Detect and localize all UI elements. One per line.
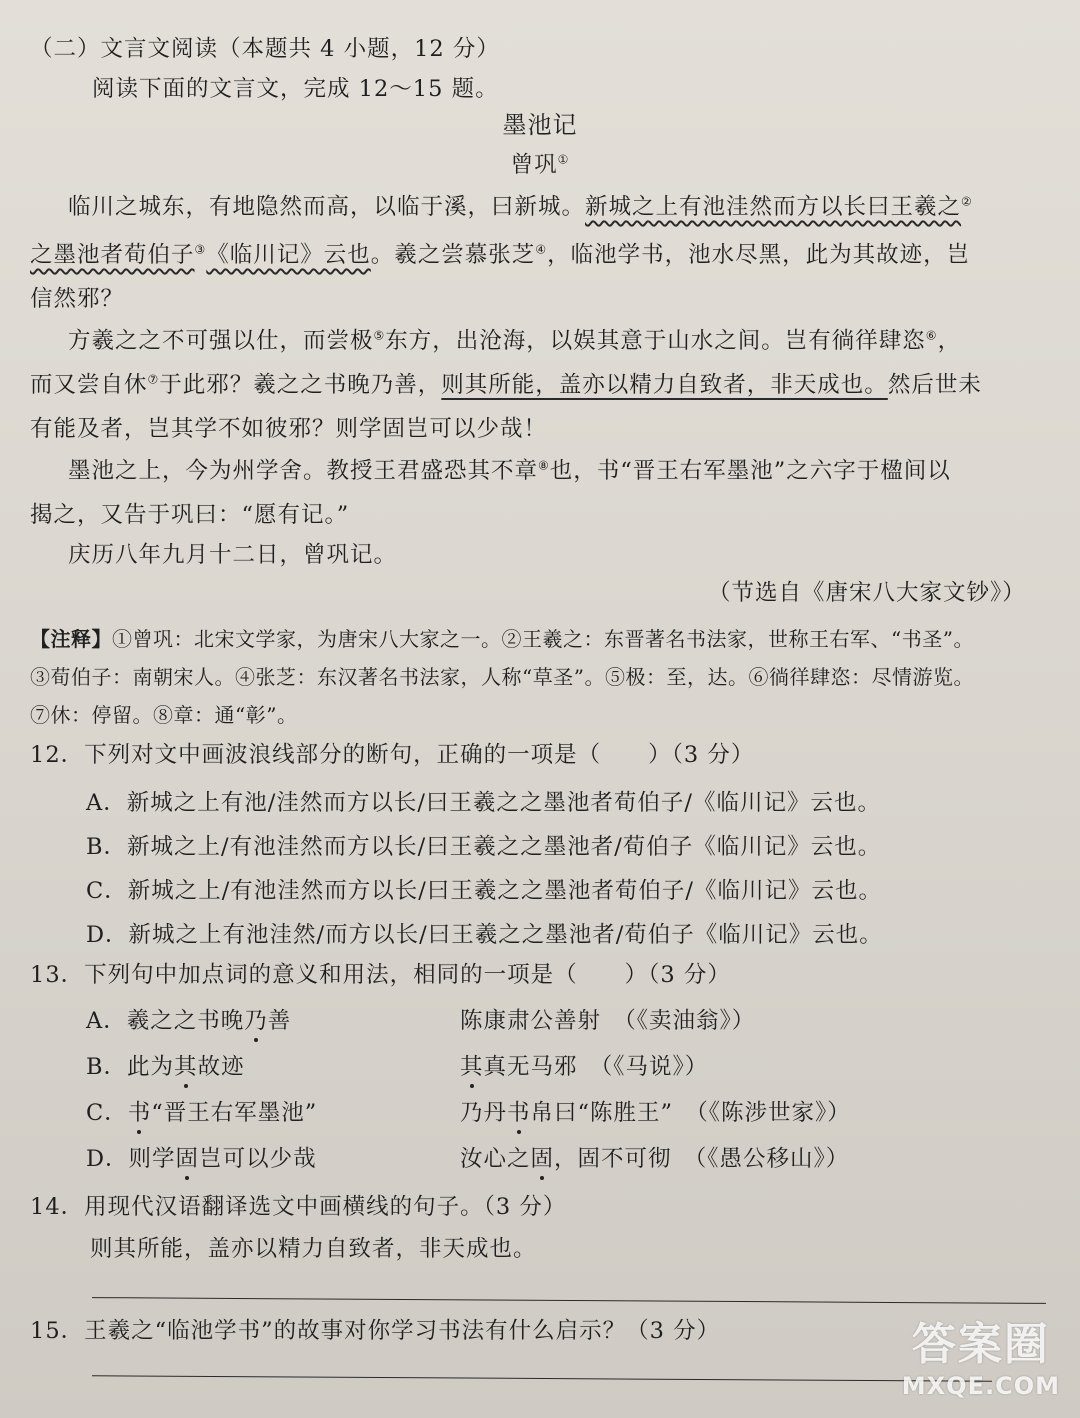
q15-stem: 15．王羲之“临池学书”的故事对你学习书法有什么启示？（3 分） — [30, 1318, 721, 1344]
p1-l1-text: 临川之城东，有地隐然而高，以临于溪，曰新城。 — [68, 194, 586, 220]
note-mark-1: ① — [557, 152, 570, 167]
p3-line2: 揭之，又告于巩曰：“愿有记。” — [30, 502, 350, 528]
q13-option-c-right — [460, 1098, 851, 1128]
q13-option-b-right — [460, 1052, 708, 1082]
p3-line1 — [68, 456, 951, 486]
q13-b-right-dotted-word: 其 — [460, 1054, 484, 1080]
p1-l2-text: 。羲之尝慕张芝 — [370, 242, 536, 268]
p2-l1-text: 方羲之之不可强以仕，而尝极 — [68, 328, 374, 354]
note-mark-4: ④ — [535, 242, 548, 257]
q13-a-dotted-word: 乃 — [244, 1008, 268, 1034]
q12-option-c: C．新城之上/有池洼然而方以长/曰王羲之之墨池者荀伯子/《临川记》云也。 — [86, 878, 882, 904]
q13-d-dotted-word: 固 — [175, 1146, 200, 1172]
q13-option-d-right — [460, 1144, 849, 1174]
watermark-url: MXQE.COM — [901, 1372, 1060, 1400]
section-heading: （二）文言文阅读（本题共 4 小题，12 分） — [30, 36, 500, 62]
notes-line3: ⑦休：停留。⑧章：通“彰”。 — [30, 703, 298, 727]
passage-title: 墨池记 — [502, 111, 578, 139]
q13-c-left-text: C． — [86, 1100, 128, 1126]
q13-b-left-text-2: 故迹 — [197, 1054, 245, 1080]
wavy-underlined-text-2: 之墨池者荀伯子 — [30, 242, 195, 268]
notes-line2: ③荀伯子：南朝宋人。④张芝：东汉著名书法家，人称“草圣”。⑤极：至，达。⑥徜徉肆恣：尽情游览。 — [30, 665, 974, 689]
q13-a-left-text-2: 善 — [267, 1008, 292, 1034]
q13-option-a-right — [460, 1006, 755, 1036]
passage-author — [0, 150, 1080, 180]
note-mark-8: ⑧ — [538, 458, 550, 473]
q12-option-d: D．新城之上有池洼然/而方以长/曰王羲之之墨池者/荀伯子《临川记》云也。 — [86, 922, 883, 948]
p2-l1-text-3: ， — [937, 328, 962, 354]
q13-d-right-text-2: ，固不可彻 （《愚公移山》） — [554, 1146, 850, 1172]
q13-d-right-dotted-word: 固 — [530, 1146, 555, 1172]
q14-stem: 14．用现代汉语翻译选文中画横线的句子。（3 分） — [30, 1194, 567, 1220]
q13-b-left-text: B．此为 — [86, 1054, 175, 1080]
p4-line: 庆历八年九月十二日，曾巩记。 — [68, 542, 398, 568]
q15-answer-line[interactable] — [92, 1375, 992, 1381]
p2-line2 — [30, 370, 982, 400]
q13-c-right-dotted-word: 书 — [507, 1100, 531, 1126]
q13-option-b-left — [86, 1052, 245, 1082]
q14-sentence: 则其所能，盖亦以精力自致者，非天成也。 — [90, 1236, 537, 1262]
passage-source: （节选自《唐宋八大家文钞》） — [708, 580, 1026, 606]
p1-line3: 信然邪？ — [30, 286, 125, 312]
p2-line1 — [68, 326, 961, 356]
q12-option-a: A．新城之上有池/洼然而方以长/曰王羲之之墨池者荀伯子/《临川记》云也。 — [86, 790, 881, 816]
note-mark-3: ③ — [194, 242, 207, 257]
p2-l2-text: 而又尝自休 — [30, 372, 148, 398]
notes-text-1: ①曾巩：北宋文学家，为唐宋八大家之一。②王羲之：东晋著名书法家，世称王右军、“书圣”。 — [112, 627, 974, 651]
p2-l2-text-2: 于此邪？羲之之书晚乃善， — [159, 372, 442, 398]
q13-option-d-left — [86, 1144, 317, 1174]
wavy-underlined-text-3: 《临川记》云也 — [206, 242, 371, 268]
q13-d-right-text: 汝心之 — [460, 1146, 531, 1172]
q12-option-b: B．新城之上/有池洼然而方以长/曰王羲之之墨池者/荀伯子《临川记》云也。 — [86, 834, 882, 860]
notes-label: 【注释】 — [30, 627, 112, 651]
watermark-logo — [902, 1308, 1060, 1400]
underlined-sentence: 则其所能，盖亦以精力自致者，非天成也。 — [441, 372, 888, 398]
q13-b-dotted-word: 其 — [174, 1054, 198, 1080]
note-mark-6: ⑥ — [925, 328, 938, 343]
note-mark-2: ② — [961, 194, 973, 209]
q13-d-left-text: D．则学 — [86, 1146, 176, 1172]
section-instruction: 阅读下面的文言文，完成 12～15 题。 — [92, 76, 499, 102]
q13-c-right-text: 乃丹 — [460, 1100, 508, 1126]
p2-l2-text-3: 然后世未 — [887, 372, 982, 398]
p1-l2-text-2: ，临池学书，池水尽黑，此为其故迹，岂 — [547, 242, 971, 268]
watermark-text: 答案圈 — [911, 1319, 1050, 1370]
q13-c-right-text-2: 帛曰“陈胜王” （《陈涉世家》） — [530, 1100, 851, 1126]
note-mark-5: ⑤ — [373, 328, 386, 343]
note-mark-7: ⑦ — [147, 372, 160, 387]
p3-l1-text-2: 也，书“晋王右军墨池”之六字于楹间以 — [549, 458, 951, 484]
notes-line1 — [30, 624, 974, 654]
p2-line3: 有能及者，岂其学不如彼邪？则学固岂可以少哉！ — [30, 416, 548, 442]
q13-c-dotted-word: 书 — [127, 1100, 152, 1126]
author-name: 曾巩 — [510, 152, 558, 178]
q14-answer-line[interactable] — [92, 1297, 1046, 1304]
wavy-underlined-text: 新城之上有池洼然而方以长曰王羲之 — [585, 194, 962, 220]
p3-l1-text: 墨池之上，今为州学舍。教授王君盛恐其不章 — [68, 458, 539, 484]
p1-line2 — [30, 240, 970, 270]
q13-stem: 13．下列句中加点词的意义和用法，相同的一项是（ ）（3 分） — [30, 962, 731, 988]
q12-stem: 12．下列对文中画波浪线部分的断句，正确的一项是（ ）（3 分） — [30, 742, 755, 768]
q13-b-right-text: 真无马邪 （《马说》） — [483, 1054, 709, 1080]
p2-l1-text-2: 东方，出沧海，以娱其意于山水之间。岂有徜徉肆恣 — [385, 328, 926, 354]
q13-option-c-left — [86, 1098, 317, 1128]
q13-option-a-left — [86, 1006, 291, 1036]
q13-a-left-text: A．羲之之书晚 — [86, 1008, 245, 1034]
q13-d-left-text-2: 岂可以少哉 — [199, 1146, 317, 1172]
q13-a-right-text: 陈康肃公善射 （《卖油翁》） — [460, 1008, 756, 1034]
q13-c-left-text-2: “晋王右军墨池” — [151, 1100, 318, 1126]
p1-line1 — [68, 192, 973, 222]
